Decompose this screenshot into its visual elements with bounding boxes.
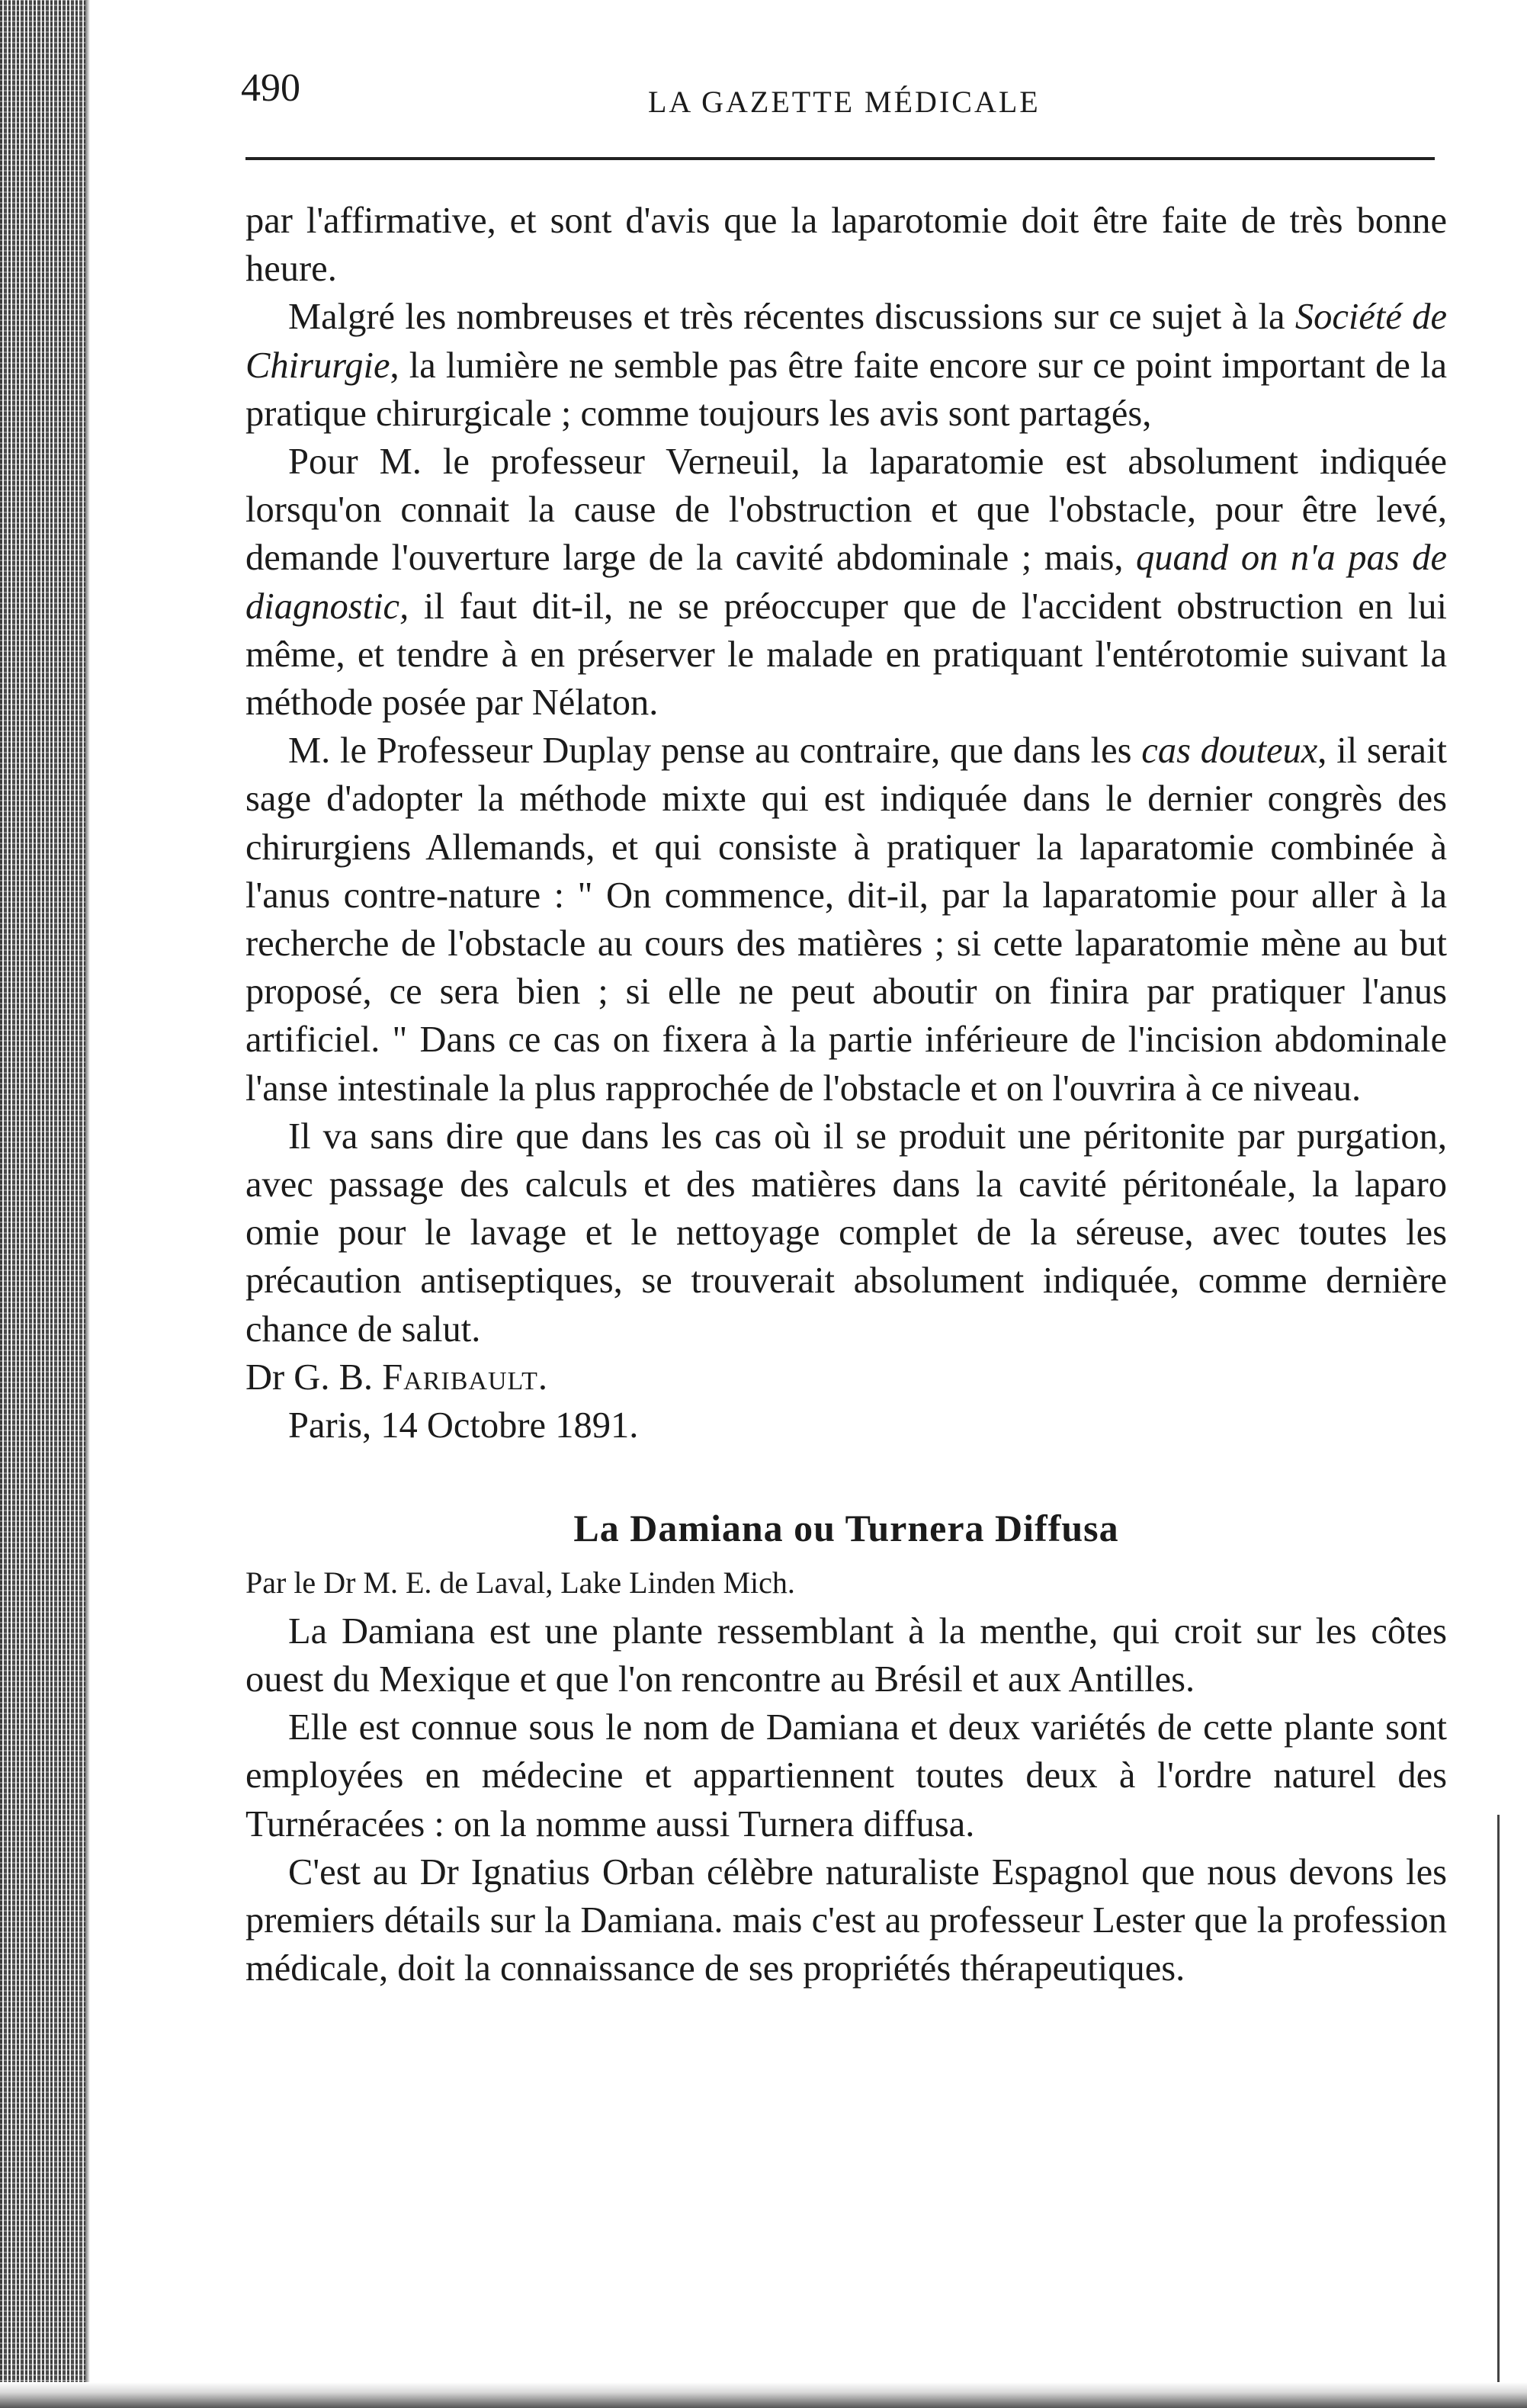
paragraph-damiana-orban: C'est au Dr Ignatius Orban célèbre naturaliste Espagnol que nous devons les premiers détails sur la Damiana. mais c'est au professeur Lester que la profession médicale, doit la connaissance de ses propriétés thérapeutiques.	[245, 1851, 1447, 1989]
paragraph-damiana-varietes: Elle est connue sous le nom de Damiana et deux variétés de cette plante sont employées en médecine et appartiennent toutes deux à l'ordre naturel des Turnéracées : on la nomme aussi Turnera diffusa.	[245, 1707, 1447, 1845]
dateline: Paris, 14 Octobre 1891.	[288, 1405, 639, 1446]
article-byline: Par le Dr M. E. de Laval, Lake Linden Mich.	[245, 1565, 795, 1601]
bottom-page-edge	[0, 2382, 1527, 2408]
paragraph-continuation: par l'affirmative, et sont d'avis que la laparotomie doit être faite de très bonne heure.	[245, 201, 1447, 290]
page-number: 490	[241, 66, 300, 110]
signature: Dr G. B. Faribault.	[245, 1357, 549, 1398]
paragraph-damiana-intro: La Damiana est une plante ressemblant à la menthe, qui croit sur les côtes ouest du Mexique et que l'on rencontre au Brésil et aux Antilles.	[245, 1610, 1447, 1700]
paragraph-peritonite: Il va sans dire que dans les cas où il se produit une péritonite par purgation, avec passage des calculs et des matières dans la cavité péritonéale, la laparo omie pour le lavage et le nettoyage complet de la séreuse, avec toutes les précaution antiseptiques, se trouverait absolument indiquée, comme dernière chance de salut.	[245, 1116, 1447, 1350]
paragraph-duplay: M. le Professeur Duplay pense au contraire, que dans les cas douteux, il serait sage d'adopter la méthode mixte qui est indiquée dans le dernier congrès des chirurgiens Allemands, et qui consiste à pratiquer la laparatomie combinée à l'anus contre-nature : " On commence, dit-il, par la laparatomie pour aller à la recherche de l'obstacle au cours des matières ; si cette laparatomie mène au but proposé, ce sera bien ; si elle ne peut aboutir on finira par pratiquer l'anus artificiel. " Dans ce cas on fixera à la partie inférieure de l'incision abdominale l'anse intestinale la plus rapprochée de l'obstacle et on l'ouvrira à ce niveau.	[245, 730, 1448, 1109]
italic-cas-douteux: cas douteux	[1141, 730, 1318, 772]
binding-shadow	[85, 0, 90, 2408]
paragraph-verneuil: Pour M. le professeur Verneuil, la laparatomie est absolument indiquée lorsqu'on connait la cause de l'obstruction et que l'obstacle, pour être levé, demande l'ouverture large de la cavité abdominale ; mais, quand on n'a pas de diagnostic, il faut dit-il, ne se préoccuper que de l'accident obstruction en lui même, et tendre à en préserver le malade en pratiquant l'entérotomie suivant la méthode posée par Nélaton.	[245, 441, 1447, 724]
paragraph-societe: Malgré les nombreuses et très récentes discussions sur ce sujet à la Société de Chirurgie, la lumière ne semble pas être faite encore sur ce point important de la pratique chirurgicale ; comme toujours les avis sont partagés,	[245, 297, 1447, 434]
running-title: LA GAZETTE MÉDICALE	[648, 85, 1041, 119]
article-title: La Damiana ou Turnera Diffusa	[573, 1507, 1119, 1550]
italic-diagnostic: quand on n'a pas de diagnostic,	[245, 538, 1447, 627]
signature-surname: Faribault.	[382, 1357, 549, 1398]
header-rule	[245, 157, 1435, 160]
page-body	[245, 197, 1447, 1992]
italic-societe-de-chirurgie: Société de Chirurgie	[245, 297, 1447, 386]
binding-edge	[0, 0, 85, 2408]
page-edge-line	[1497, 1815, 1500, 2394]
